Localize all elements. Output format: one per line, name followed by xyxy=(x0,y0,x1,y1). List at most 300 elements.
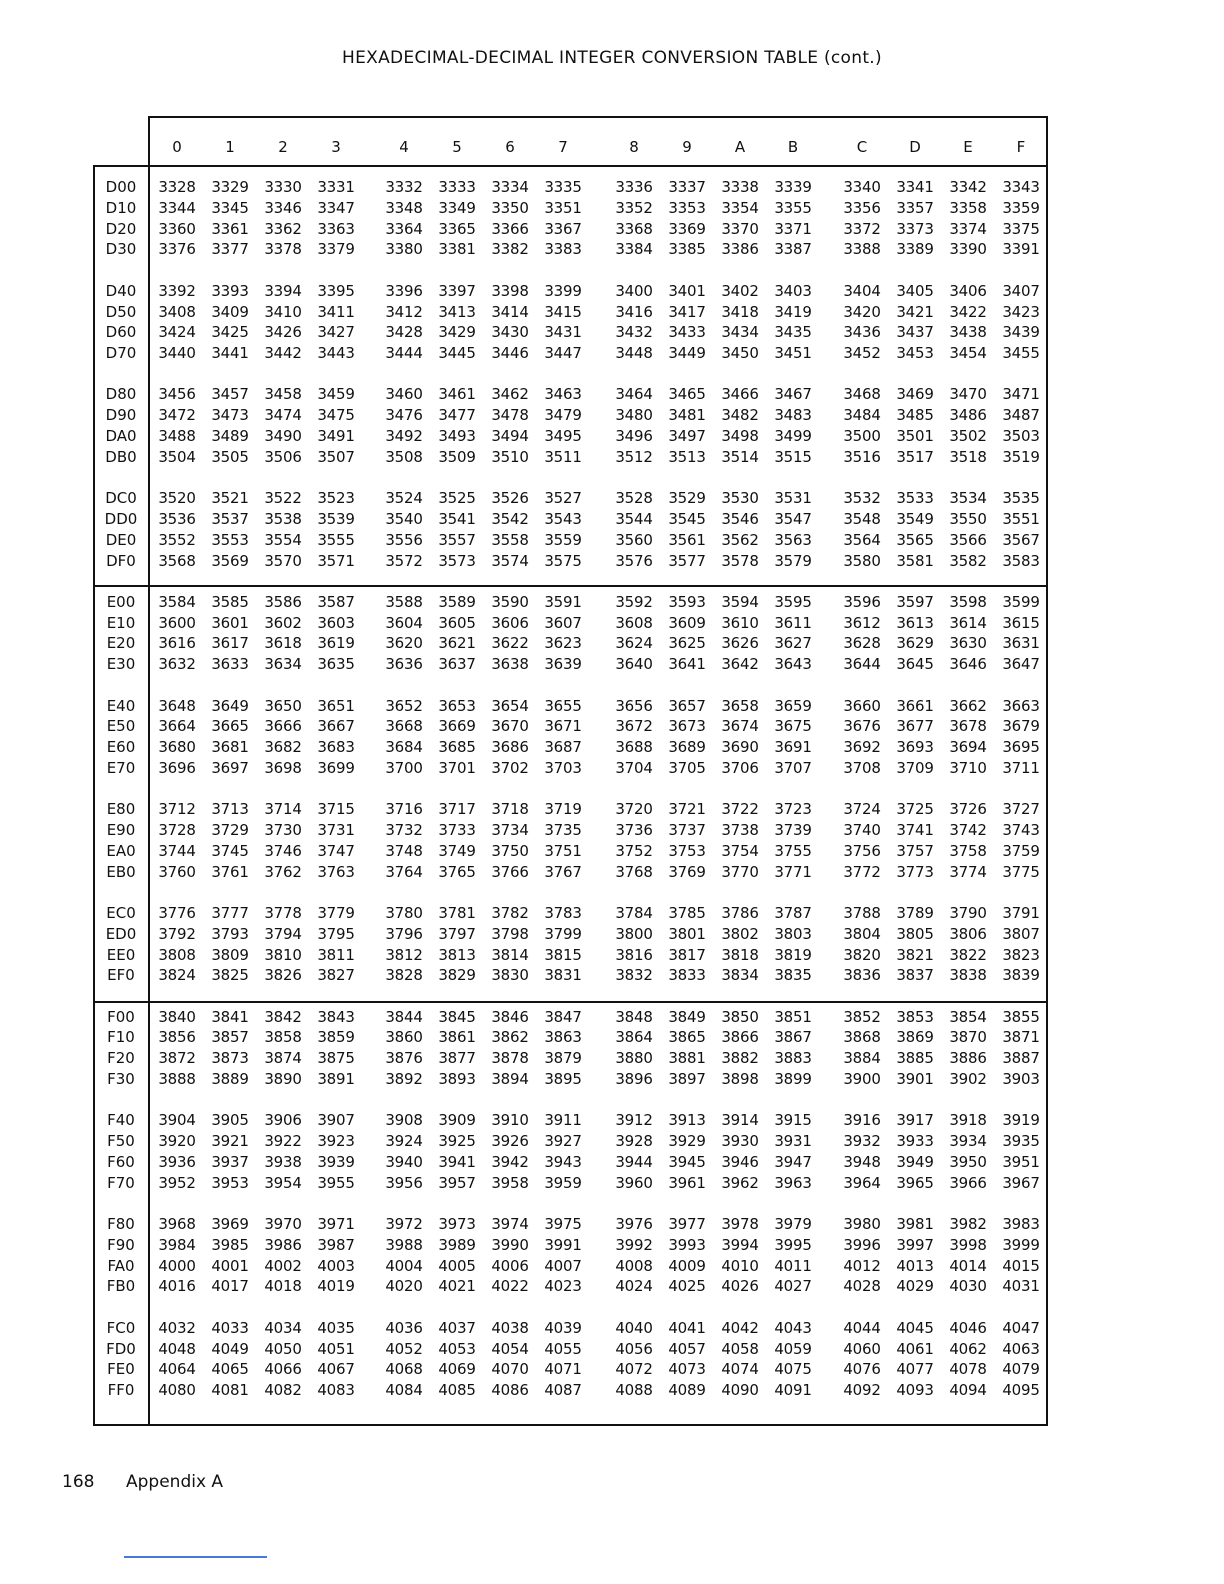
table-cell: 3941 xyxy=(438,1152,476,1171)
table-cell: 3369 xyxy=(668,219,706,238)
table-cell: 3876 xyxy=(385,1049,423,1068)
table-cell: 3950 xyxy=(949,1152,987,1171)
table-cell: 3354 xyxy=(721,198,759,217)
table-cell: 3947 xyxy=(774,1152,812,1171)
table-cell: 3408 xyxy=(158,302,196,321)
column-header: F xyxy=(1016,138,1026,156)
table-cell: 3967 xyxy=(1002,1173,1040,1192)
table-cell: 3754 xyxy=(721,841,759,860)
table-cell: 3918 xyxy=(949,1111,987,1130)
table-cell: 3541 xyxy=(438,509,476,528)
table-cell: 3988 xyxy=(385,1235,423,1254)
table-cell: 3954 xyxy=(264,1173,302,1192)
table-cell: 3527 xyxy=(544,489,582,508)
table-cell: 4010 xyxy=(721,1256,759,1275)
table-cell: 4033 xyxy=(211,1318,249,1337)
table-cell: 3536 xyxy=(158,509,196,528)
table-cell: 3697 xyxy=(211,758,249,777)
table-cell: 3416 xyxy=(615,302,653,321)
table-cell: 4030 xyxy=(949,1277,987,1296)
table-cell: 3965 xyxy=(896,1173,934,1192)
table-cell: 3717 xyxy=(438,800,476,819)
table-cell: 3774 xyxy=(949,862,987,881)
table-cell: 3331 xyxy=(317,178,355,196)
table-cell: 3873 xyxy=(211,1049,249,1068)
table-cell: 3419 xyxy=(774,302,812,321)
table-cell: 3763 xyxy=(317,862,355,881)
table-cell: 3955 xyxy=(317,1173,355,1192)
table-cell: 3707 xyxy=(774,758,812,777)
table-cell: 3723 xyxy=(774,800,812,819)
table-cell: 4015 xyxy=(1002,1256,1040,1275)
table-cell: 4035 xyxy=(317,1318,355,1337)
table-cell: 3874 xyxy=(264,1049,302,1068)
table-cell: 3520 xyxy=(158,489,196,508)
table-cell: 3484 xyxy=(843,406,881,425)
table-bottom-border xyxy=(93,1424,1048,1426)
table-cell: 3893 xyxy=(438,1070,476,1088)
table-cell: 3722 xyxy=(721,800,759,819)
table-cell: 4008 xyxy=(615,1256,653,1275)
table-cell: 3878 xyxy=(491,1049,529,1068)
table-cell: 3359 xyxy=(1002,198,1040,217)
table-cell: 3833 xyxy=(668,966,706,985)
table-cell: 3996 xyxy=(843,1235,881,1254)
table-cell: 3643 xyxy=(774,655,812,674)
table-cell: 3845 xyxy=(438,1007,476,1026)
table-cell: 3498 xyxy=(721,427,759,445)
table-cell: 3938 xyxy=(264,1152,302,1171)
table-cell: 3849 xyxy=(668,1007,706,1026)
table-cell: 3931 xyxy=(774,1132,812,1151)
table-cell: 3360 xyxy=(158,219,196,238)
table-cell: 4022 xyxy=(491,1277,529,1296)
table-cell: 3548 xyxy=(843,509,881,528)
table-cell: 3668 xyxy=(385,717,423,736)
table-cell: 4040 xyxy=(615,1318,653,1337)
table-cell: 4051 xyxy=(317,1339,355,1358)
table-cell: 3537 xyxy=(211,509,249,528)
table-cell: 3871 xyxy=(1002,1028,1040,1047)
table-cell: 3329 xyxy=(211,178,249,196)
table-cell: 3870 xyxy=(949,1028,987,1047)
table-cell: 3627 xyxy=(774,634,812,653)
table-cell: 3468 xyxy=(843,385,881,404)
table-cell: 3980 xyxy=(843,1215,881,1233)
table-cell: 3995 xyxy=(774,1235,812,1254)
table-cell: 3449 xyxy=(668,344,706,363)
table-cell: 3443 xyxy=(317,344,355,363)
table-cell: 3809 xyxy=(211,945,249,964)
table-cell: 3585 xyxy=(211,592,249,611)
table-cell: 3529 xyxy=(668,489,706,508)
table-cell: 3630 xyxy=(949,634,987,653)
table-cell: 3793 xyxy=(211,924,249,943)
table-cell: 3799 xyxy=(544,924,582,943)
table-cell: 3767 xyxy=(544,862,582,881)
table-cell: 3839 xyxy=(1002,966,1040,985)
row-label: E60 xyxy=(106,738,136,757)
table-cell: 3748 xyxy=(385,841,423,860)
table-cell: 3961 xyxy=(668,1173,706,1192)
table-cell: 4031 xyxy=(1002,1277,1040,1296)
table-cell: 3972 xyxy=(385,1215,423,1233)
table-cell: 3640 xyxy=(615,655,653,674)
table-cell: 3653 xyxy=(438,696,476,715)
table-cell: 3908 xyxy=(385,1111,423,1130)
table-cell: 3985 xyxy=(211,1235,249,1254)
row-label: D20 xyxy=(105,219,137,238)
table-cell: 3671 xyxy=(544,717,582,736)
table-cell: 3580 xyxy=(843,551,881,570)
table-cell: 4027 xyxy=(774,1277,812,1296)
table-cell: 3737 xyxy=(668,821,706,839)
table-cell: 3347 xyxy=(317,198,355,217)
table-cell: 3470 xyxy=(949,385,987,404)
table-cell: 3491 xyxy=(317,427,355,445)
row-label: E30 xyxy=(106,655,136,674)
table-cell: 3922 xyxy=(264,1132,302,1151)
table-cell: 3780 xyxy=(385,903,423,922)
table-cell: 3795 xyxy=(317,924,355,943)
table-cell: 3400 xyxy=(615,281,653,300)
table-cell: 3588 xyxy=(385,592,423,611)
table-cell: 3356 xyxy=(843,198,881,217)
table-cell: 3983 xyxy=(1002,1215,1040,1233)
table-cell: 3765 xyxy=(438,862,476,881)
table-cell: 3649 xyxy=(211,696,249,715)
table-cell: 3969 xyxy=(211,1215,249,1233)
table-cell: 4036 xyxy=(385,1318,423,1337)
table-cell: 3371 xyxy=(774,219,812,238)
table-cell: 4004 xyxy=(385,1256,423,1275)
table-cell: 3840 xyxy=(158,1007,196,1026)
table-cell: 3745 xyxy=(211,841,249,860)
table-cell: 3333 xyxy=(438,178,476,196)
table-cell: 3690 xyxy=(721,738,759,757)
table-cell: 3555 xyxy=(317,530,355,549)
table-cell: 3335 xyxy=(544,178,582,196)
table-cell: 3479 xyxy=(544,406,582,425)
table-cell: 3906 xyxy=(264,1111,302,1130)
table-cell: 3758 xyxy=(949,841,987,860)
table-cell: 3632 xyxy=(158,655,196,674)
table-cell: 3829 xyxy=(438,966,476,985)
table-cell: 3762 xyxy=(264,862,302,881)
table-cell: 3533 xyxy=(896,489,934,508)
table-cell: 3418 xyxy=(721,302,759,321)
row-label: DE0 xyxy=(105,530,137,549)
row-label: F00 xyxy=(107,1007,135,1026)
table-cell: 4088 xyxy=(615,1381,653,1400)
table-cell: 3397 xyxy=(438,281,476,300)
table-cell: 3887 xyxy=(1002,1049,1040,1068)
table-cell: 3390 xyxy=(949,240,987,259)
table-cell: 3757 xyxy=(896,841,934,860)
table-cell: 3564 xyxy=(843,530,881,549)
header-bottom-border xyxy=(93,165,1048,167)
table-cell: 3431 xyxy=(544,323,582,342)
table-cell: 3582 xyxy=(949,551,987,570)
table-cell: 3783 xyxy=(544,903,582,922)
table-cell: 3889 xyxy=(211,1070,249,1088)
table-cell: 3497 xyxy=(668,427,706,445)
table-cell: 3901 xyxy=(896,1070,934,1088)
table-cell: 3452 xyxy=(843,344,881,363)
table-cell: 4066 xyxy=(264,1360,302,1379)
table-cell: 3752 xyxy=(615,841,653,860)
table-cell: 3489 xyxy=(211,427,249,445)
row-label: D80 xyxy=(105,385,137,404)
table-cell: 3587 xyxy=(317,592,355,611)
table-cell: 3726 xyxy=(949,800,987,819)
table-cell: 3466 xyxy=(721,385,759,404)
table-cell: 3803 xyxy=(774,924,812,943)
table-cell: 3987 xyxy=(317,1235,355,1254)
table-cell: 3622 xyxy=(491,634,529,653)
table-cell: 3703 xyxy=(544,758,582,777)
table-cell: 3524 xyxy=(385,489,423,508)
table-cell: 3385 xyxy=(668,240,706,259)
table-cell: 3821 xyxy=(896,945,934,964)
table-cell: 3674 xyxy=(721,717,759,736)
table-cell: 3976 xyxy=(615,1215,653,1233)
table-cell: 3546 xyxy=(721,509,759,528)
table-cell: 4014 xyxy=(949,1256,987,1275)
table-cell: 3343 xyxy=(1002,178,1040,196)
table-cell: 3948 xyxy=(843,1152,881,1171)
table-cell: 3953 xyxy=(211,1173,249,1192)
table-cell: 3869 xyxy=(896,1028,934,1047)
table-cell: 3952 xyxy=(158,1173,196,1192)
table-cell: 3566 xyxy=(949,530,987,549)
table-cell: 3550 xyxy=(949,509,987,528)
row-label: EF0 xyxy=(107,966,135,985)
table-cell: 3344 xyxy=(158,198,196,217)
table-cell: 3421 xyxy=(896,302,934,321)
table-inner-left-border xyxy=(148,116,150,1426)
table-cell: 3610 xyxy=(721,613,759,632)
table-cell: 3808 xyxy=(158,945,196,964)
table-cell: 3563 xyxy=(774,530,812,549)
table-cell: 4089 xyxy=(668,1381,706,1400)
table-cell: 3517 xyxy=(896,447,934,466)
table-cell: 3759 xyxy=(1002,841,1040,860)
table-cell: 3824 xyxy=(158,966,196,985)
table-cell: 3506 xyxy=(264,447,302,466)
table-cell: 4095 xyxy=(1002,1381,1040,1400)
table-cell: 3569 xyxy=(211,551,249,570)
table-cell: 4045 xyxy=(896,1318,934,1337)
table-cell: 4074 xyxy=(721,1360,759,1379)
table-cell: 3543 xyxy=(544,509,582,528)
table-cell: 3916 xyxy=(843,1111,881,1130)
table-cell: 3742 xyxy=(949,821,987,839)
table-cell: 3672 xyxy=(615,717,653,736)
table-cell: 3603 xyxy=(317,613,355,632)
table-cell: 4086 xyxy=(491,1381,529,1400)
table-cell: 3626 xyxy=(721,634,759,653)
table-cell: 3507 xyxy=(317,447,355,466)
table-cell: 3665 xyxy=(211,717,249,736)
table-cell: 3736 xyxy=(615,821,653,839)
table-cell: 3772 xyxy=(843,862,881,881)
table-cell: 3544 xyxy=(615,509,653,528)
table-cell: 3867 xyxy=(774,1028,812,1047)
table-cell: 3753 xyxy=(668,841,706,860)
table-cell: 3857 xyxy=(211,1028,249,1047)
table-cell: 3897 xyxy=(668,1070,706,1088)
table-cell: 3940 xyxy=(385,1152,423,1171)
table-cell: 3959 xyxy=(544,1173,582,1192)
table-cell: 3713 xyxy=(211,800,249,819)
table-cell: 3773 xyxy=(896,862,934,881)
table-cell: 4073 xyxy=(668,1360,706,1379)
row-label: E20 xyxy=(106,634,136,653)
column-header: 9 xyxy=(682,138,692,156)
column-header: A xyxy=(734,138,746,156)
table-cell: 3729 xyxy=(211,821,249,839)
row-label: EB0 xyxy=(106,862,136,881)
table-cell: 3597 xyxy=(896,592,934,611)
table-cell: 3811 xyxy=(317,945,355,964)
table-cell: 4009 xyxy=(668,1256,706,1275)
table-cell: 4067 xyxy=(317,1360,355,1379)
table-cell: 3637 xyxy=(438,655,476,674)
table-cell: 3361 xyxy=(211,219,249,238)
table-cell: 4000 xyxy=(158,1256,196,1275)
table-cell: 3427 xyxy=(317,323,355,342)
table-cell: 4081 xyxy=(211,1381,249,1400)
table-cell: 3779 xyxy=(317,903,355,922)
table-cell: 3389 xyxy=(896,240,934,259)
table-cell: 3596 xyxy=(843,592,881,611)
row-label: E80 xyxy=(106,800,136,819)
table-cell: 3891 xyxy=(317,1070,355,1088)
table-cell: 4049 xyxy=(211,1339,249,1358)
table-cell: 3755 xyxy=(774,841,812,860)
table-cell: 4047 xyxy=(1002,1318,1040,1337)
row-label: E90 xyxy=(106,821,136,839)
table-cell: 3512 xyxy=(615,447,653,466)
table-cell: 3844 xyxy=(385,1007,423,1026)
table-cell: 3415 xyxy=(544,302,582,321)
table-cell: 3505 xyxy=(211,447,249,466)
table-cell: 4024 xyxy=(615,1277,653,1296)
table-cell: 3730 xyxy=(264,821,302,839)
table-cell: 3495 xyxy=(544,427,582,445)
table-cell: 3881 xyxy=(668,1049,706,1068)
row-label: F30 xyxy=(107,1070,135,1088)
row-label: FC0 xyxy=(106,1318,136,1337)
table-cell: 3411 xyxy=(317,302,355,321)
table-cell: 3683 xyxy=(317,738,355,757)
table-cell: 3539 xyxy=(317,509,355,528)
table-cell: 3531 xyxy=(774,489,812,508)
table-cell: 3455 xyxy=(1002,344,1040,363)
table-cell: 3502 xyxy=(949,427,987,445)
table-cell: 3342 xyxy=(949,178,987,196)
table-cell: 3982 xyxy=(949,1215,987,1233)
table-cell: 3378 xyxy=(264,240,302,259)
table-cell: 3477 xyxy=(438,406,476,425)
table-cell: 4017 xyxy=(211,1277,249,1296)
table-cell: 3981 xyxy=(896,1215,934,1233)
table-cell: 3926 xyxy=(491,1132,529,1151)
table-cell: 3448 xyxy=(615,344,653,363)
table-cell: 3695 xyxy=(1002,738,1040,757)
table-cell: 3576 xyxy=(615,551,653,570)
table-cell: 3807 xyxy=(1002,924,1040,943)
table-cell: 3624 xyxy=(615,634,653,653)
page-title: HEXADECIMAL-DECIMAL INTEGER CONVERSION TABLE (cont.) xyxy=(342,48,882,68)
table-cell: 3417 xyxy=(668,302,706,321)
table-cell: 3560 xyxy=(615,530,653,549)
table-cell: 3439 xyxy=(1002,323,1040,342)
table-cell: 3574 xyxy=(491,551,529,570)
table-cell: 3921 xyxy=(211,1132,249,1151)
table-cell: 3483 xyxy=(774,406,812,425)
table-cell: 3579 xyxy=(774,551,812,570)
table-cell: 4043 xyxy=(774,1318,812,1337)
table-cell: 3578 xyxy=(721,551,759,570)
table-cell: 3691 xyxy=(774,738,812,757)
table-cell: 3440 xyxy=(158,344,196,363)
table-cell: 3805 xyxy=(896,924,934,943)
table-cell: 3500 xyxy=(843,427,881,445)
table-cell: 3601 xyxy=(211,613,249,632)
table-cell: 3859 xyxy=(317,1028,355,1047)
section-divider-e xyxy=(93,585,1048,587)
column-header: 8 xyxy=(629,138,639,156)
row-label: FD0 xyxy=(106,1339,136,1358)
table-cell: 3494 xyxy=(491,427,529,445)
table-cell: 3904 xyxy=(158,1111,196,1130)
table-cell: 3864 xyxy=(615,1028,653,1047)
table-cell: 3939 xyxy=(317,1152,355,1171)
table-cell: 3915 xyxy=(774,1111,812,1130)
table-cell: 4078 xyxy=(949,1360,987,1379)
table-cell: 3731 xyxy=(317,821,355,839)
table-cell: 3458 xyxy=(264,385,302,404)
table-cell: 3387 xyxy=(774,240,812,259)
table-cell: 3638 xyxy=(491,655,529,674)
row-label: F10 xyxy=(107,1028,135,1047)
table-cell: 3590 xyxy=(491,592,529,611)
table-cell: 3651 xyxy=(317,696,355,715)
table-cell: 3618 xyxy=(264,634,302,653)
table-cell: 3968 xyxy=(158,1215,196,1233)
table-cell: 3438 xyxy=(949,323,987,342)
table-cell: 3923 xyxy=(317,1132,355,1151)
table-cell: 4053 xyxy=(438,1339,476,1358)
table-cell: 3424 xyxy=(158,323,196,342)
table-cell: 3946 xyxy=(721,1152,759,1171)
table-cell: 3744 xyxy=(158,841,196,860)
table-cell: 3534 xyxy=(949,489,987,508)
table-cell: 3345 xyxy=(211,198,249,217)
table-cell: 3609 xyxy=(668,613,706,632)
table-cell: 3556 xyxy=(385,530,423,549)
table-cell: 4013 xyxy=(896,1256,934,1275)
table-cell: 3966 xyxy=(949,1173,987,1192)
table-cell: 3679 xyxy=(1002,717,1040,736)
table-cell: 3341 xyxy=(896,178,934,196)
table-cell: 3853 xyxy=(896,1007,934,1026)
table-cell: 3877 xyxy=(438,1049,476,1068)
table-cell: 3612 xyxy=(843,613,881,632)
footer-rule xyxy=(124,1556,267,1558)
